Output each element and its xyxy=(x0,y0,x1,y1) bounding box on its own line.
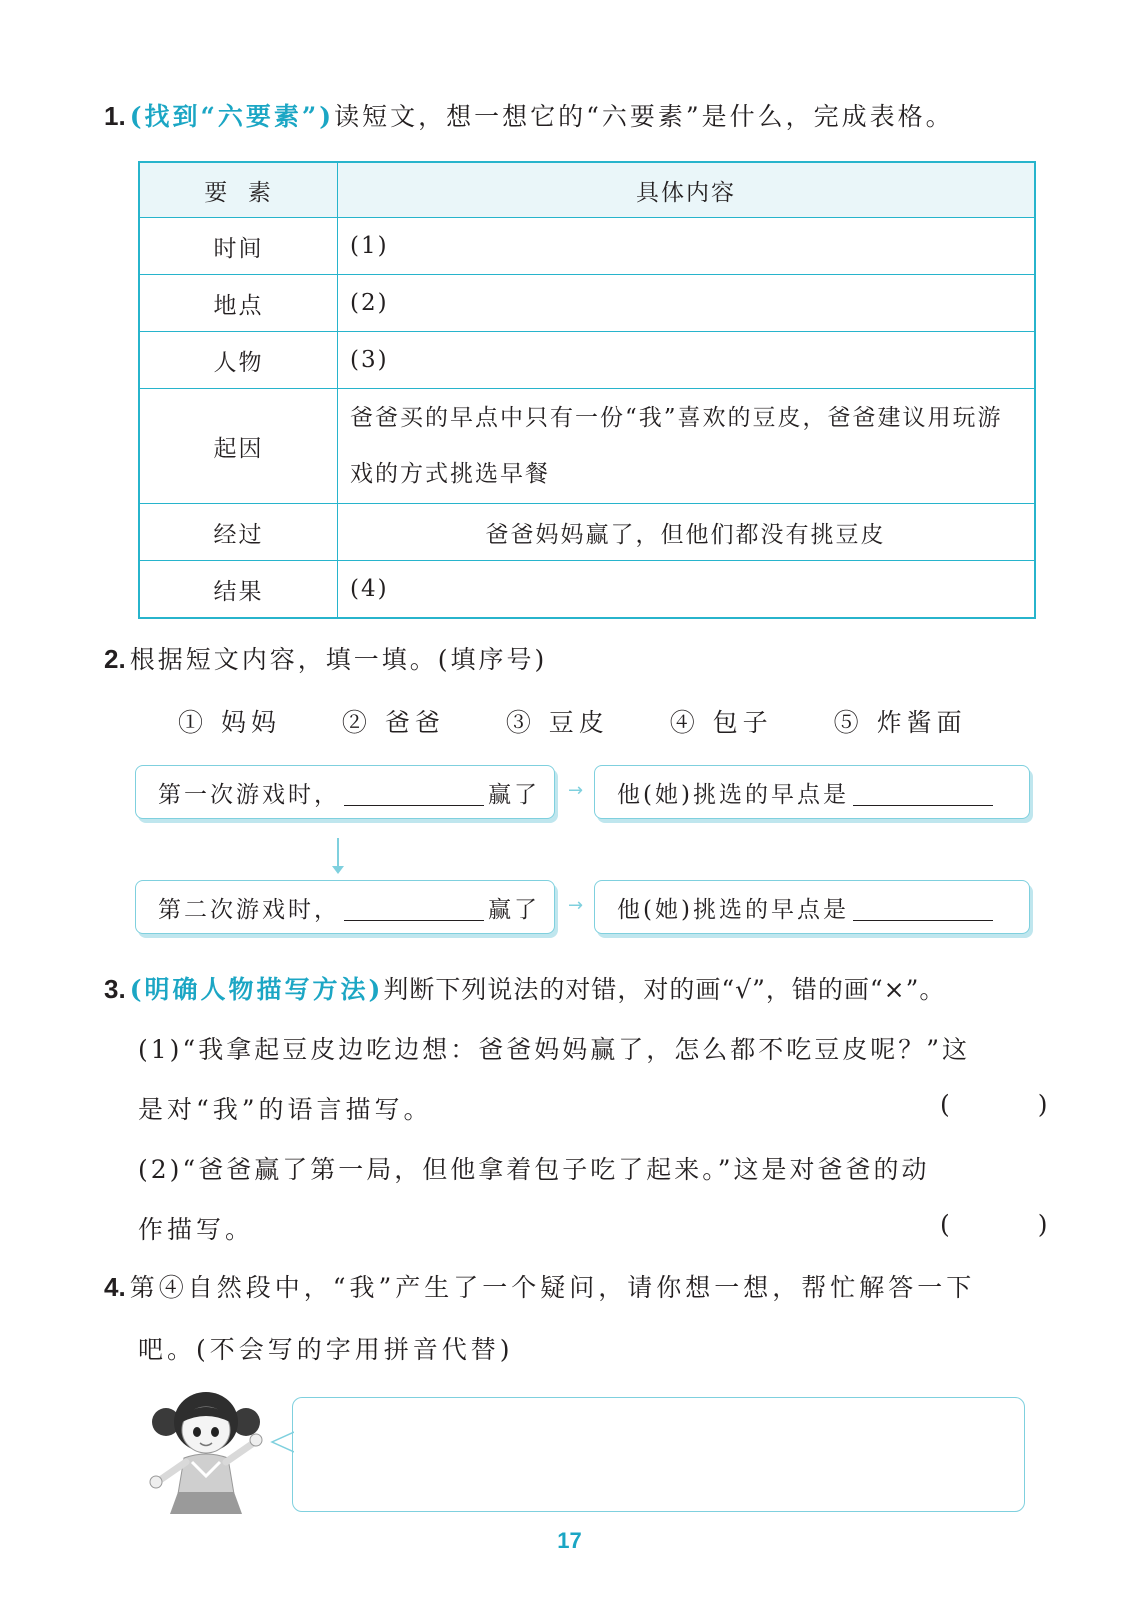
flow-box-second-game xyxy=(135,880,555,934)
row-key: 起因 xyxy=(139,389,338,504)
flow-label: 赢了 xyxy=(488,896,540,923)
row-key: 经过 xyxy=(139,504,338,561)
question-4-line-2: 吧。(不会写的字用拼音代替) xyxy=(138,1335,514,1364)
answer-blank[interactable] xyxy=(853,779,993,806)
flow-box-first-choice xyxy=(594,765,1030,819)
row-value-blank[interactable]: (2) xyxy=(338,275,1036,332)
row-value-blank[interactable]: (4) xyxy=(338,561,1036,619)
flow-label: 他(她)挑选的早点是 xyxy=(617,781,849,808)
statement-2-line-2: 作描写。 xyxy=(138,1215,255,1244)
flow-label: 赢了 xyxy=(488,781,540,808)
table-header-value: 具体内容 xyxy=(338,162,1036,218)
answer-box[interactable] xyxy=(292,1397,1025,1512)
row-key: 时间 xyxy=(139,218,338,275)
table-row xyxy=(139,389,1035,504)
row-key: 结果 xyxy=(139,561,338,619)
flow-label: 他(她)挑选的早点是 xyxy=(617,896,849,923)
question-2 xyxy=(104,640,547,676)
option-item: ② 爸爸 xyxy=(341,708,445,737)
question-text: 第④自然段中，“我”产生了一个疑问，请你想一想，帮忙解答一下 xyxy=(129,1273,976,1302)
question-1 xyxy=(104,97,954,133)
statement-2-line-1: (2)“爸爸赢了第一局，但他拿着包子吃了起来。”这是对爸爸的动 xyxy=(138,1155,930,1184)
elements-table xyxy=(138,161,1036,619)
table-row xyxy=(139,218,1035,275)
row-key: 人物 xyxy=(139,332,338,389)
table-row xyxy=(139,561,1035,619)
table-row xyxy=(139,504,1035,561)
question-text: 判断下列说法的对错，对的画“√”，错的画“×”。 xyxy=(383,975,946,1004)
question-number: 2. xyxy=(104,644,126,674)
page-number: 17 xyxy=(557,1528,582,1553)
answer-blank[interactable] xyxy=(344,779,484,806)
question-tag: (明确人物描写方法) xyxy=(129,975,384,1004)
arrow-right-icon: → xyxy=(568,895,584,916)
arrow-right-icon: → xyxy=(568,780,584,801)
option-item: ① 妈妈 xyxy=(178,708,281,737)
option-item: ⑤ 炸酱面 xyxy=(833,708,967,737)
flow-box-second-choice xyxy=(594,880,1030,934)
option-list xyxy=(178,703,967,739)
answer-paren[interactable]: ( ) xyxy=(940,1090,1088,1119)
question-text: 根据短文内容，填一填。(填序号) xyxy=(129,645,548,674)
answer-blank[interactable] xyxy=(344,894,484,921)
question-4 xyxy=(104,1268,975,1304)
flow-label: 第一次游戏时， xyxy=(158,781,340,808)
question-number: 1. xyxy=(104,101,126,131)
row-value: 爸爸买的早点中只有一份“我”喜欢的豆皮，爸爸建议用玩游戏的方式挑选早餐 xyxy=(338,389,1036,504)
answer-blank[interactable] xyxy=(853,894,993,921)
statement-1-line-1: (1)“我拿起豆皮边吃边想：爸爸妈妈赢了，怎么都不吃豆皮呢？”这 xyxy=(138,1035,970,1064)
table-row xyxy=(139,275,1035,332)
arrow-down-icon xyxy=(337,838,339,868)
row-value-blank[interactable]: (1) xyxy=(338,218,1036,275)
question-number: 4. xyxy=(104,1272,126,1302)
option-item: ③ 豆皮 xyxy=(505,708,609,737)
question-text: 读短文，想一想它的“六要素”是什么，完成表格。 xyxy=(334,102,954,131)
question-tag: (找到“六要素”) xyxy=(129,102,335,131)
flow-label: 第二次游戏时， xyxy=(158,896,340,923)
row-value: 爸爸妈妈赢了，但他们都没有挑豆皮 xyxy=(338,504,1036,561)
table-header-key: 要 素 xyxy=(139,162,338,218)
option-item: ④ 包子 xyxy=(669,708,773,737)
row-value-blank[interactable]: (3) xyxy=(338,332,1036,389)
girl-illustration xyxy=(142,1384,270,1514)
answer-paren[interactable]: ( ) xyxy=(940,1210,1088,1239)
table-row xyxy=(139,332,1035,389)
flow-box-first-game xyxy=(135,765,555,819)
speech-bubble-tail xyxy=(270,1430,294,1454)
question-3 xyxy=(104,970,945,1006)
statement-1-line-2: 是对“我”的语言描写。 xyxy=(138,1095,433,1124)
question-number: 3. xyxy=(104,974,126,1004)
row-key: 地点 xyxy=(139,275,338,332)
